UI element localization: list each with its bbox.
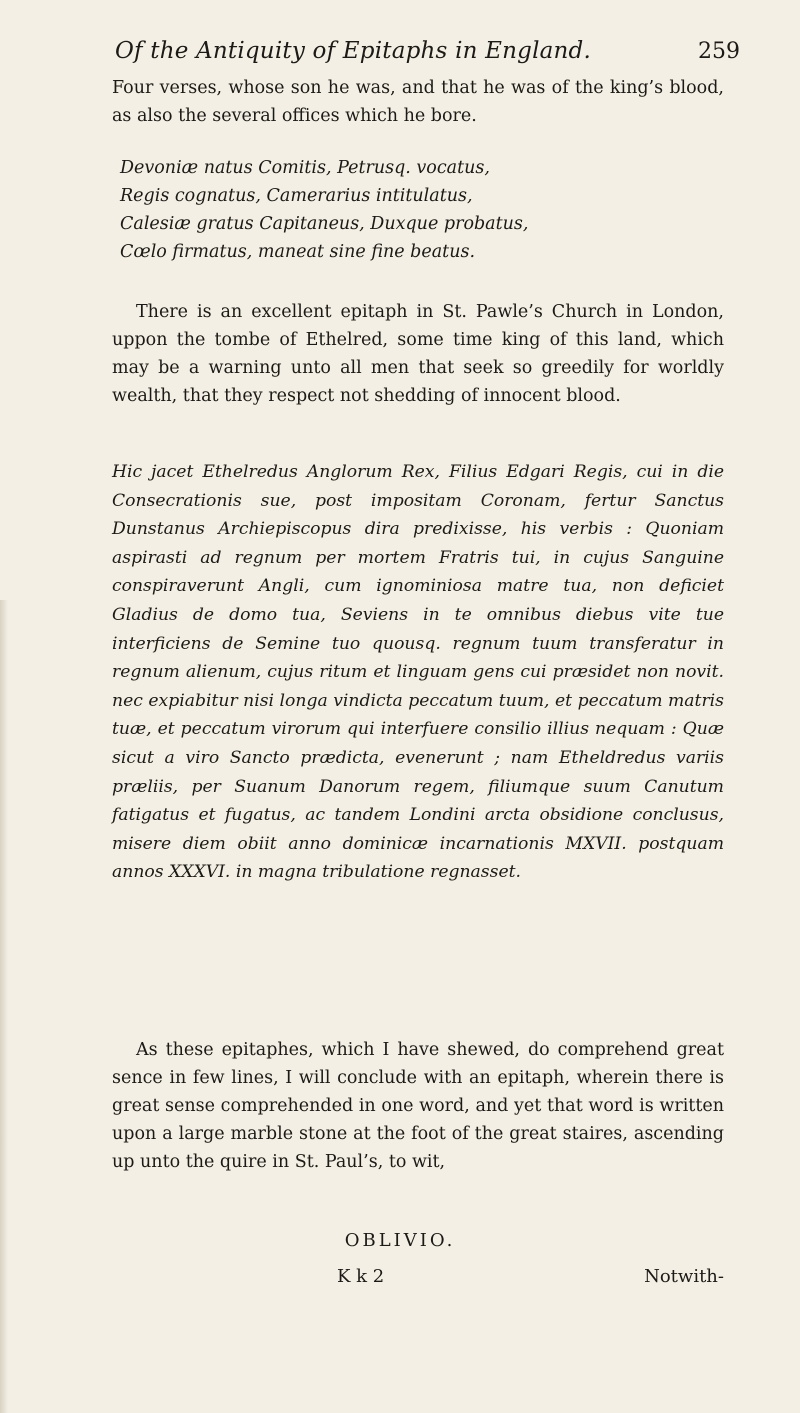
latin-epitaph: Hic jacet Ethelredus Anglorum Rex, Filius Edgari Regis, cui in die Consecrationis sue, post impositam Coronam, fertur Sanctus Dunstanus Archiepiscopus dira predixisse, his verbis : Quoniam aspirasti ad regnum per mortem Fratris tui, in cujus Sanguine conspiraverunt Angli, cum ignominiosa matre tua, non deficiet Gladius de domo tua, Seviens in te omnibus diebus vite tue interficiens de Semine tuo quousq. regnum tuum transferatur in regnum alienum, cujus ritum et linguam gens cui præsidet non novit. nec expiabitur nisi longa vindicta peccatum tuum, et peccatum matris tuæ, et peccatum virorum qui interfuere consilio illius nequam : Quæ sicut a viro Sancto prædicta, evenerunt ; nam Etheldredus variis præliis, per Suanum Danorum regem, filiumque suum Canutum fatigatus et fugatus, ac tandem Londini arcta obsidione conclusus, misere diem obiit anno dominicæ incarnationis MXVII. postquam annos XXXVI. in magna tribulatione regnasset. — [112, 462, 724, 883]
conclusion-paragraph: As these epitaphes, which I have shewed, do comprehend great sence in few lines, I will conclude with an epitaph, wherein there is great sense comprehended in one word, and yet that word is written upon a large marble stone at the foot of the great staires, ascending up unto the quire in St. Paul’s, to wit, — [112, 1040, 724, 1172]
oblivio-word: OBLIVIO. — [344, 1230, 456, 1251]
catchword: Notwith- — [644, 1266, 724, 1287]
page-number: 259 — [698, 39, 740, 64]
verse-line: Calesiæ gratus Capitaneus, Duxque probatus, — [120, 214, 529, 234]
verse-epitaph — [120, 154, 720, 266]
page-footer — [112, 1266, 724, 1287]
verse-line: Cœlo firmatus, maneat sine fine beatus. — [120, 242, 476, 262]
running-head: Of the Antiquity of Epitaphs in England. — [115, 38, 591, 64]
verse-line: Devoniæ natus Comitis, Petrusq. vocatus, — [120, 158, 490, 178]
ethelred-intro-paragraph: There is an excellent epitaph in St. Pawle’s Church in London, uppon the tombe of Ethelred, some time king of this land, which may be a warning unto all men that seek so greedily for worldly wealth, that they respect not shedding of innocent blood. — [112, 302, 724, 406]
page-header — [115, 38, 740, 78]
binding-shadow — [0, 600, 8, 1413]
signature-mark: K k 2 — [337, 1266, 385, 1287]
verse-line: Regis cognatus, Camerarius intitulatus, — [120, 186, 473, 206]
intro-paragraph: Four verses, whose son he was, and that he was of the king’s blood, as also the several offices which he bore. — [112, 78, 724, 126]
